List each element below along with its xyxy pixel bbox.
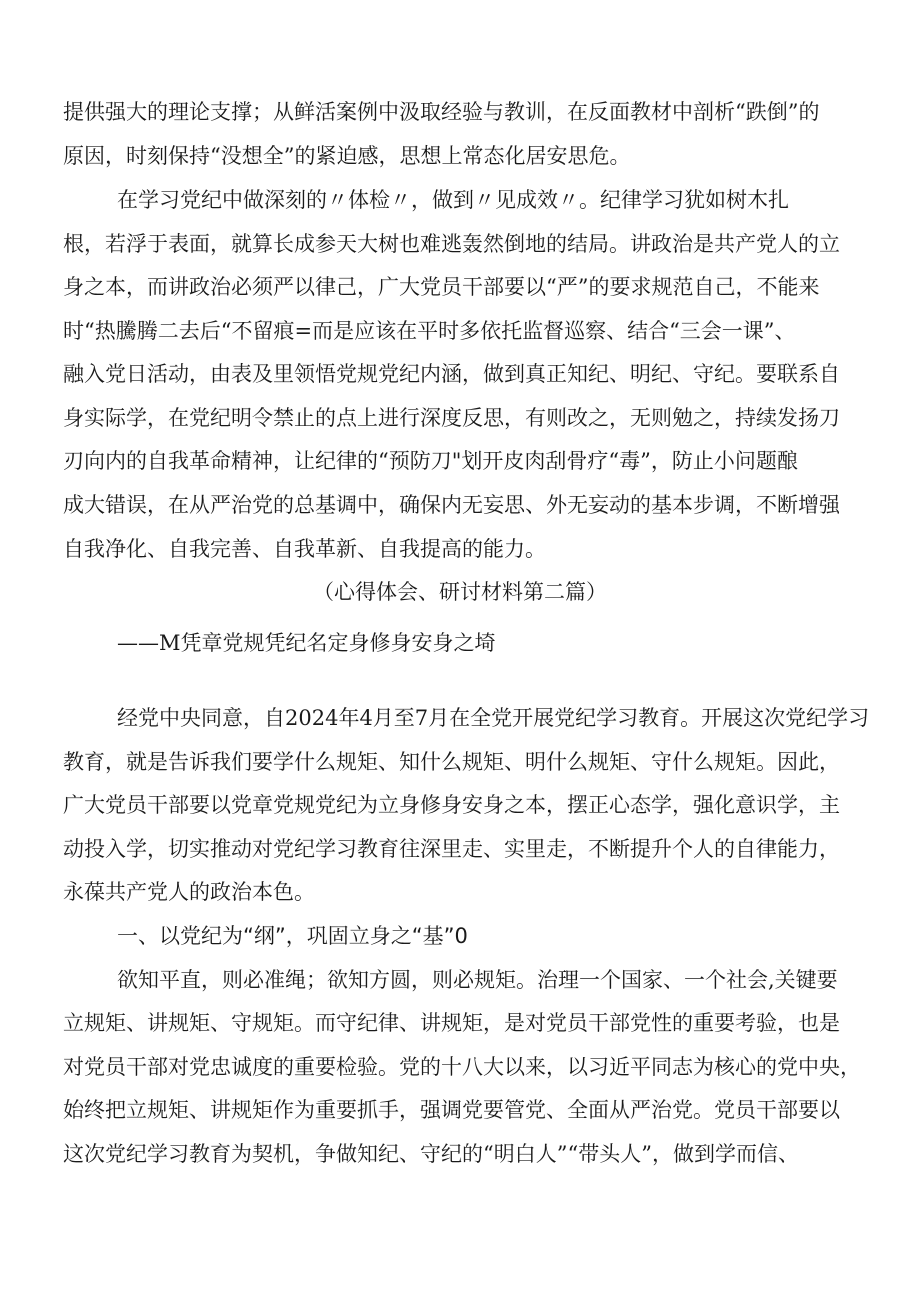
paragraph-line: 融入党日活动，由表及里领悟党规党纪内涵，做到真正知纪、明纪、守纪。要联系自 (63, 362, 840, 386)
subtitle: ——M凭章党规凭纪名定身修身安身之埼 (117, 631, 496, 655)
paragraph-line: 自我净化、自我完善、自我革新、自我提高的能力。 (63, 537, 546, 561)
paragraph-line: 时“热騰腾二去后“不留痕=而是应该在平时多依托监督巡察、结合“三会一课”、 (63, 319, 796, 343)
paragraph-line: 立规矩、讲规矩、守规矩。而守纪律、讲规矩，是对党员干部党性的重要考验，也是 (63, 1011, 840, 1035)
section-title: （心得体会、研讨材料第二篇） (313, 580, 607, 604)
paragraph-lead-line (117, 184, 789, 216)
paragraph-line: 原因，时刻保持“没想全”的紧迫感，思想上常态化居安思危。 (63, 144, 631, 168)
paragraph-line: 永葆共产党人的政治本色。 (63, 880, 315, 904)
paragraph-line: 教育，就是告诉我们要学什么规矩、知什么规矩、明什么规矩、守什么规矩。因此， (63, 750, 840, 774)
paragraph-line: 根，若浮于表面，就算长成参天大树也难逃轰然倒地的结局。讲政治是共产党人的立 (63, 232, 840, 256)
paragraph-line: 欲知平直，则必准绳；欲知方圆，则必规矩。治理一个国家、一个社会,关键要 (117, 968, 838, 992)
paragraph-text: 纪律学习犹如树木扎 (600, 188, 789, 212)
paragraph-line: 提供强大的理论支撑；从鲜活案例中汲取经验与教训，在反面教材中剖析“跌倒”的 (63, 100, 820, 124)
paragraph-line: 身之本，而讲政治必须严以律己，广大党员干部要以“严”的要求规范自己，不能来 (63, 275, 820, 299)
section-heading: 一、以党纪为“纲”，巩固立身之“基”0 (117, 924, 468, 948)
paragraph-line: 刃向内的自我革命精神，让纪律的“预防刀"划开皮肉刮骨疗“毒”，防止小问题酿 (63, 449, 798, 473)
paragraph-line: 身实际学，在党纪明令禁止的点上进行深度反思，有则改之，无则勉之，持续发扬刀 (63, 406, 840, 430)
paragraph-line: 成大错误，在从严治党的总基调中，确保内无妄思、外无妄动的基本步调，不断增强 (63, 493, 840, 517)
paragraph-line: 对党员干部对党忠诚度的重要检验。党的十八大以来，以习近平同志为核心的党中央， (63, 1055, 861, 1079)
paragraph-line: 经党中央同意，自2024年4月至7月在全党开展党纪学习教育。开展这次党纪学习 (117, 706, 870, 730)
paragraph-line: 动投入学，切实推动对党纪学习教育往深里走、实里走，不断提升个人的自律能力， (63, 837, 840, 861)
paragraph-heading: 在学习党纪中做深刻的〃体检〃，做到〃见成效〃。 (117, 188, 600, 212)
paragraph-line: 广大党员干部要以党章党规党纪为立身修身安身之本，摆正心态学，强化意识学，主 (63, 793, 840, 817)
paragraph-line: 始终把立规矩、讲规矩作为重要抓手，强调党要管党、全面从严治党。党员干部要以 (63, 1098, 840, 1122)
paragraph-line: 这次党纪学习教育为契机，争做知纪、守纪的“明白人”“带头人”，做到学而信、 (63, 1142, 799, 1166)
